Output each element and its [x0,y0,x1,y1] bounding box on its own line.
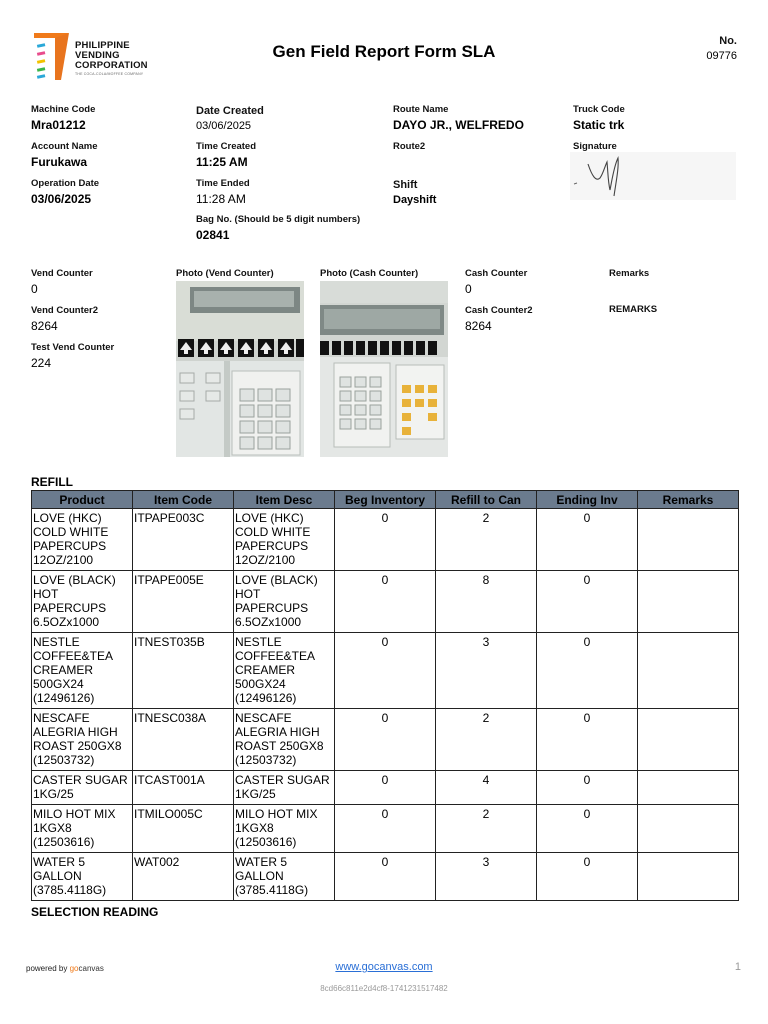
cell-product: WATER 5 GALLON (3785.4118G) [32,853,133,901]
cell-refill-to-can: 3 [436,853,537,901]
field-remarks [609,268,649,279]
table-row [32,571,739,633]
powered-by-text: powered by [26,964,68,973]
cell-beg-inventory: 0 [335,509,436,571]
cell-item-code: ITNEST035B [133,633,234,709]
cell-item-desc: NESTLE COFFEE&TEA CREAMER 500GX24 (12496126) [234,633,335,709]
cell-item-code: ITPAPE003C [133,509,234,571]
field-operation-date [31,178,99,206]
cell-ending-inv: 0 [537,805,638,853]
account-name-value: Furukawa [31,155,88,169]
document-hash: 8cd66c811e2d4cf8-1741231517482 [320,984,448,993]
truck-code-label: Truck Code [573,104,625,115]
cash-counter2-label: Cash Counter2 [465,305,533,316]
cell-remarks [638,633,739,709]
refill-table [31,490,739,901]
cell-ending-inv: 0 [537,709,638,771]
refill-table-header [32,491,739,509]
cell-beg-inventory: 0 [335,571,436,633]
table-row [32,633,739,709]
cell-item-code: ITNESC038A [133,709,234,771]
cell-beg-inventory: 0 [335,771,436,805]
cell-item-code: ITCAST001A [133,771,234,805]
operation-date-value: 03/06/2025 [31,192,92,206]
cell-product: NESCAFE ALEGRIA HIGH ROAST 250GX8 (12503732) [32,709,133,771]
brand-canvas-text: canvas [78,964,104,973]
column-header-ending-inv: Ending Inv [537,491,638,509]
cell-item-desc: LOVE (HKC) COLD WHITE PAPERCUPS 12OZ/2100 [234,509,335,571]
cell-ending-inv: 0 [537,771,638,805]
refill-section-title: REFILL [31,475,73,489]
field-signature [573,141,617,152]
cell-refill-to-can: 8 [436,571,537,633]
remarks-label: Remarks [609,268,650,279]
cell-product: NESTLE COFFEE&TEA CREAMER 500GX24 (12496126) [32,633,133,709]
date-created-label: Date Created [196,105,264,117]
vend-counter-photo[interactable] [176,281,304,457]
cell-item-desc: WATER 5 GALLON (3785.4118G) [234,853,335,901]
gocanvas-link[interactable]: www.gocanvas.com [335,961,433,973]
date-created-value: 03/06/2025 [196,120,252,132]
cell-remarks [638,805,739,853]
field-route2 [393,141,425,155]
cell-product: LOVE (HKC) COLD WHITE PAPERCUPS 12OZ/2100 [32,509,133,571]
table-row [32,509,739,571]
form-number-value: 09776 [706,50,737,62]
field-account-name [31,141,98,169]
bag-no-value: 02841 [196,228,230,242]
cell-ending-inv: 0 [537,571,638,633]
report-header [0,0,768,100]
account-name-label: Account Name [31,141,98,152]
cell-ending-inv: 0 [537,633,638,709]
cell-item-desc: CASTER SUGAR 1KG/25 [234,771,335,805]
time-created-value: 11:25 AM [196,155,248,169]
vend-counter-label: Vend Counter [31,268,93,279]
field-date-created [196,105,264,132]
form-number-label: No. [719,35,737,47]
cell-item-code: ITPAPE005E [133,571,234,633]
column-header-refill-to-can: Refill to Can [436,491,537,509]
field-vend-counter2 [31,305,98,333]
bag-no-label: Bag No. (Should be 5 digit numbers) [196,214,361,225]
logo-line-3: CORPORATION [75,60,148,71]
field-machine-code [31,104,95,132]
logo-line-2: VENDING [75,50,120,61]
time-created-label: Time Created [196,141,257,152]
form-number-block [706,35,737,62]
cell-remarks [638,853,739,901]
route-name-value: DAYO JR., WELFREDO [393,118,524,132]
cash-counter2-value: 8264 [465,319,492,333]
cell-remarks [638,771,739,805]
logo-subtext: THE COCA-COLA/MOFFEE COMPANY [75,72,144,76]
signature-image [570,152,736,200]
time-ended-label: Time Ended [196,178,250,189]
cash-counter-label: Cash Counter [465,268,528,279]
cell-refill-to-can: 4 [436,771,537,805]
table-row [32,771,739,805]
cell-product: MILO HOT MIX 1KGX8 (12503616) [32,805,133,853]
brand-go-text: go [69,964,79,973]
field-time-ended [196,178,250,206]
photo-cash-counter-label: Photo (Cash Counter) [320,268,419,279]
photo-vend-counter-label: Photo (Vend Counter) [176,268,274,279]
signature-label: Signature [573,141,617,152]
column-header-product: Product [32,491,133,509]
cell-refill-to-can: 2 [436,509,537,571]
route2-label: Route2 [393,141,426,152]
field-cash-counter2 [465,305,533,333]
table-row [32,709,739,771]
shift-value: Dayshift [393,194,437,206]
cell-item-desc: NESCAFE ALEGRIA HIGH ROAST 250GX8 (12503732) [234,709,335,771]
vend-counter2-value: 8264 [31,319,58,333]
column-header-item-desc: Item Desc [234,491,335,509]
shift-label: Shift [393,179,418,191]
cell-item-code: ITMILO005C [133,805,234,853]
table-row [32,853,739,901]
field-route-name [393,104,524,132]
cell-beg-inventory: 0 [335,853,436,901]
cell-item-desc: MILO HOT MIX 1KGX8 (12503616) [234,805,335,853]
field-vend-counter [31,268,93,296]
column-header-item-code: Item Code [133,491,234,509]
field-test-vend-counter [31,342,114,370]
cell-refill-to-can: 2 [436,805,537,853]
selection-reading-title: SELECTION READING [31,905,159,919]
cell-product: CASTER SUGAR 1KG/25 [32,771,133,805]
page-number: 1 [734,961,741,973]
route-name-label: Route Name [393,104,449,115]
truck-code-value: Static trk [573,118,625,132]
cell-remarks [638,709,739,771]
field-truck-code [573,104,625,132]
operation-date-label: Operation Date [31,178,100,189]
cash-counter-photo[interactable] [320,281,448,457]
test-vend-counter-value: 224 [31,356,52,370]
cell-product: LOVE (BLACK) HOT PAPERCUPS 6.5OZx1000 [32,571,133,633]
vend-counter2-label: Vend Counter2 [31,305,99,316]
time-ended-value: 11:28 AM [196,192,246,206]
cell-item-code: WAT002 [133,853,234,901]
cell-beg-inventory: 0 [335,709,436,771]
cell-ending-inv: 0 [537,509,638,571]
column-header-remarks: Remarks [638,491,739,509]
cell-remarks [638,571,739,633]
field-cash-counter [465,268,527,296]
table-row [32,805,739,853]
cell-remarks [638,509,739,571]
field-shift [393,179,436,206]
cell-item-desc: LOVE (BLACK) HOT PAPERCUPS 6.5OZx1000 [234,571,335,633]
cell-refill-to-can: 3 [436,633,537,709]
logo-line-1: PHILIPPINE [75,40,130,51]
cash-counter-value: 0 [465,282,472,296]
remarks-value: REMARKS [609,304,658,315]
field-bag-no [196,214,360,242]
machine-code-label: Machine Code [31,104,96,115]
cell-ending-inv: 0 [537,853,638,901]
vend-counter-value: 0 [31,282,38,296]
column-header-beg-inventory: Beg Inventory [335,491,436,509]
cell-beg-inventory: 0 [335,633,436,709]
cell-beg-inventory: 0 [335,805,436,853]
machine-code-value: Mra01212 [31,118,86,132]
cell-refill-to-can: 2 [436,709,537,771]
page-title: Gen Field Report Form SLA [272,42,496,61]
test-vend-counter-label: Test Vend Counter [31,342,115,353]
field-time-created [196,141,256,169]
